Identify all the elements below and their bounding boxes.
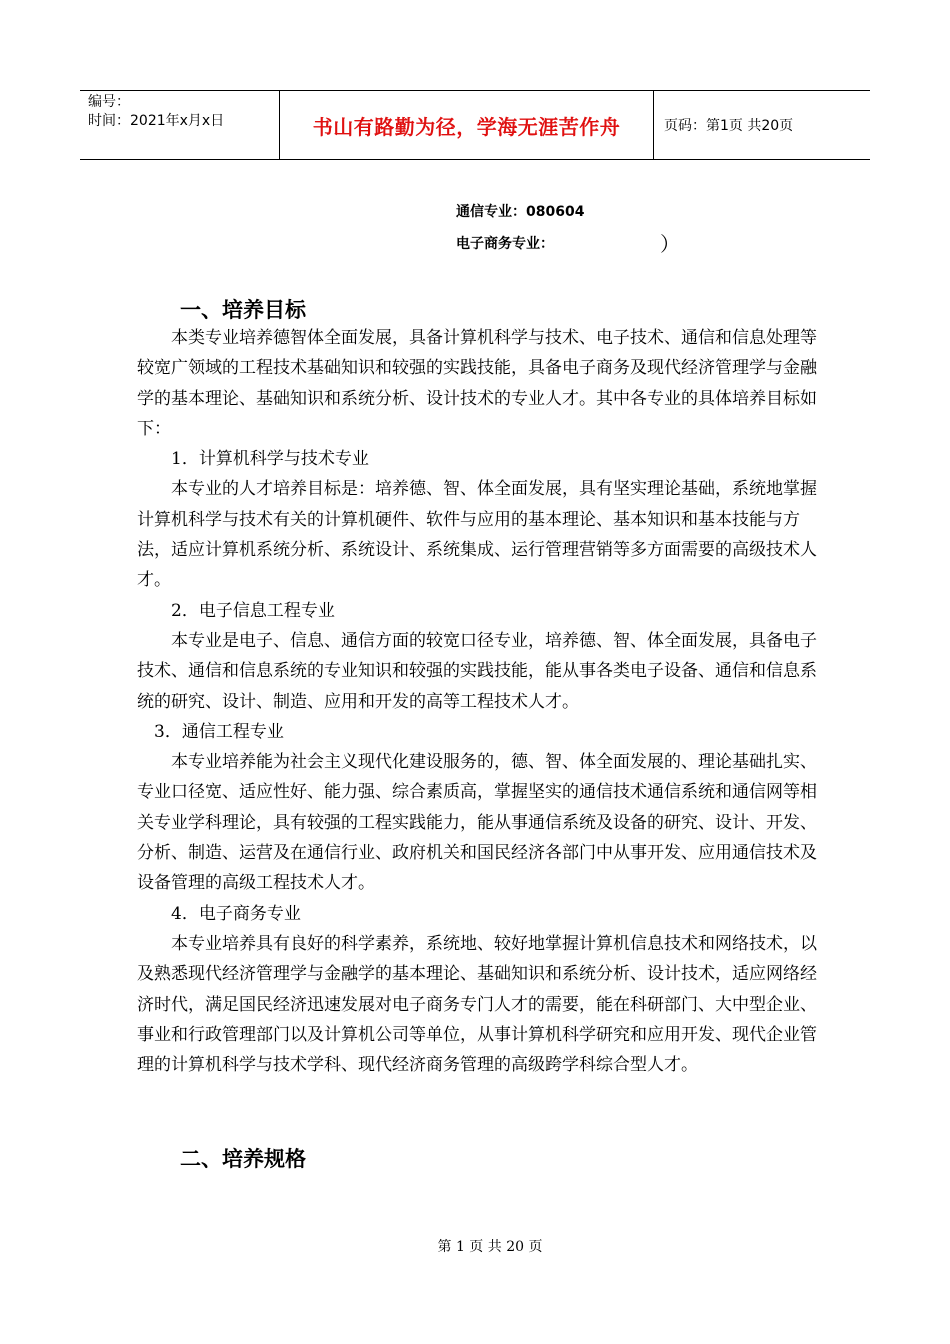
section2-title: 二、培养规格 [180, 1147, 306, 1171]
item1-text: 本专业的人才培养目标是：培养德、智、体全面发展，具有坚实理论基础，系统地掌握计算机科学与技术有关的计算机硬件、软件与应用的基本理论、基本知识和基本技能与方法，适应计算机系统分析、系统设计、系统集成、运行管理营销等多方面需要的高级技术人才。 [137, 479, 817, 591]
item1-heading: 1．计算机科学与技术专业 [171, 449, 369, 470]
telecom-code: 通信专业：080604 [456, 204, 585, 220]
item4-text: 本专业培养具有良好的科学素养，系统地、较好地掌握计算机信息技术和网络技术，以及熟悉现代经济管理学与金融学的基本理论、基础知识和系统分析、设计技术，适应网络经济时代，满足国民经济迅速发展对电子商务专门人才的需要，能在科研部门、大中型企业、事业和行政管理部门以及计算机公司等单位，从事计算机科学研究和应用开发、现代企业管理的计算机科学与技术学科、现代经济商务管理的高级跨学科综合型人才。 [137, 933, 817, 1076]
motto: 书山有路勤为径，学海无涯苦作舟 [312, 114, 621, 139]
section1-intro: 本类专业培养德智体全面发展，具备计算机科学与技术、电子技术、通信和信息处理等较宽广领域的工程技术基础知识和较强的实践技能，具备电子商务及现代经济管理学与金融学的基本理论、基础知识和系统分析、设计技术的专业人才。其中各专业的具体培养目标如下： [137, 328, 817, 439]
number-label: 编号： [88, 94, 130, 110]
item3-heading: 3．通信工程专业 [154, 721, 284, 742]
item2-heading: 2．电子信息工程专业 [171, 600, 335, 621]
section1-title: 一、培养目标 [180, 298, 306, 322]
page-footer: 第 1 页 共 20 页 [437, 1239, 543, 1255]
page-info: 页码：第1页 共20页 [664, 118, 794, 134]
time-label: 时间：2021年x月x日 [88, 113, 225, 129]
item2-text: 本专业是电子、信息、通信方面的较宽口径专业，培养德、智、体全面发展，具备电子技术、通信和信息系统的专业知识和较强的实践技能，能从事各类电子设备、通信和信息系统的研究、设计、制造、应用和开发的高等工程技术人才。 [137, 630, 817, 712]
ecommerce-code: 电子商务专业： [456, 236, 554, 252]
item4-heading: 4．电子商务专业 [171, 903, 301, 924]
closing-paren: ） [660, 232, 680, 256]
header-motto-cell [280, 91, 654, 159]
header-page-info [654, 91, 870, 159]
document-header [80, 90, 870, 160]
section1-body [137, 323, 817, 1080]
header-meta [80, 91, 280, 159]
item3-text: 本专业培养能为社会主义现代化建设服务的，德、智、体全面发展的、理论基础扎实、专业口径宽、适应性好、能力强、综合素质高，掌握坚实的通信技术通信系统和通信网等相关专业学科理论，具有较强的工程实践能力，能从事通信系统及设备的研究、设计、开发、分析、制造、运营及在通信行业、政府机关和国民经济各部门中从事开发、应用通信技术及设备管理的高级工程技术人才。 [137, 752, 817, 894]
